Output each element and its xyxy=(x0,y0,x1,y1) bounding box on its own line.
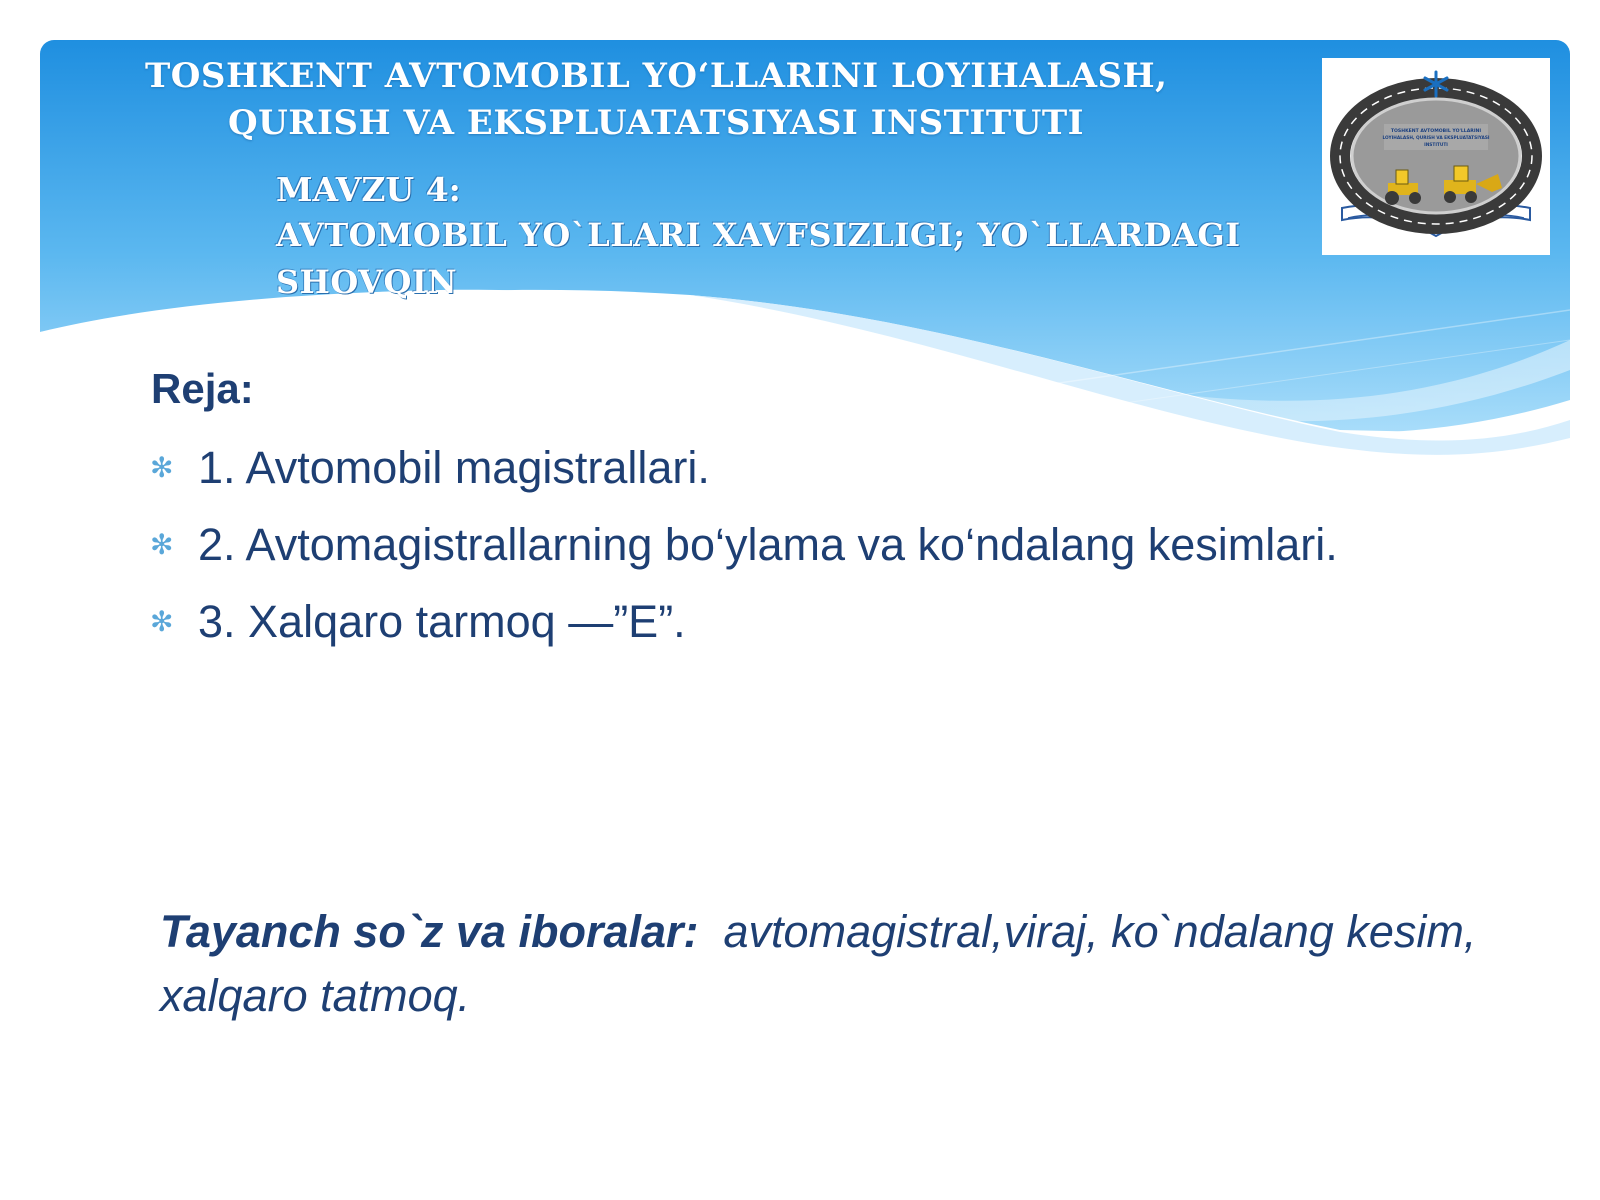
logo-text-line-3: INSTITUTI xyxy=(1424,143,1448,148)
institute-name-line-2: QURISH VA EKSPLUATATSIYASI INSTITUTI xyxy=(228,103,1085,143)
plan-item-text: 3. Xalqaro tarmoq —”E”. xyxy=(198,596,686,647)
topic-title-line-1: AVTOMOBIL YO`LLARI XAVFSIZLIGI; YO`LLARDAGI xyxy=(276,216,1241,254)
plan-item-text: 1. Avtomobil magistrallari. xyxy=(198,442,710,493)
asterisk-bullet-icon: ✻ xyxy=(150,451,174,484)
keywords-text: avtomagistral,viraj, ko`ndalang kesim, xalqaro tatmoq. xyxy=(160,906,1477,1021)
logo-text-line-2: LOYIHALASH, QURISH VA EKSPLUATATSIYASI xyxy=(1382,136,1490,141)
keywords-paragraph xyxy=(160,900,1490,1028)
asterisk-bullet-icon: ✻ xyxy=(150,528,174,561)
road-ring-with-excavator-logo-icon xyxy=(1322,58,1550,255)
topic-label: MAVZU 4: xyxy=(276,170,461,209)
plan-list-item xyxy=(150,438,710,498)
plan-item-text: 2. Avtomagistrallarning bo‘ylama va ko‘ndalang kesimlari. xyxy=(198,519,1338,570)
logo-text-line-1: TOSHKENT AVTOMOBIL YO'LLARINI xyxy=(1390,129,1482,134)
institute-name-line-1: TOSHKENT AVTOMOBIL YO‘LLARINI LOYIHALASH, xyxy=(145,56,1168,96)
plan-list-item xyxy=(150,515,1338,575)
keywords-label: Tayanch so`z va iboralar: xyxy=(160,906,699,957)
plan-list-item xyxy=(150,592,686,652)
topic-title-line-2: SHOVQIN xyxy=(276,263,458,301)
asterisk-bullet-icon: ✻ xyxy=(150,605,174,638)
plan-title: Reja: xyxy=(151,365,254,412)
institute-logo xyxy=(1322,58,1550,255)
